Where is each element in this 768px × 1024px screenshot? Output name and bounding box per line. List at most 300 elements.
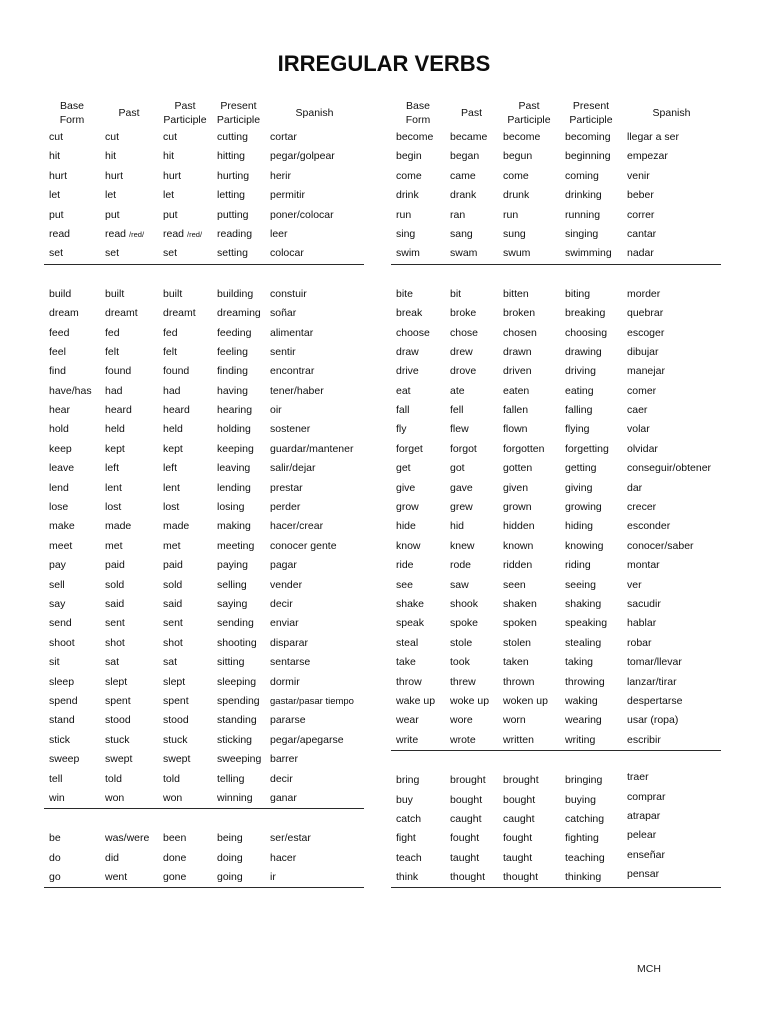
verb-row	[44, 498, 364, 517]
base-form-text: draw	[396, 345, 419, 358]
past-cell	[100, 673, 158, 692]
present-participle-cell	[212, 711, 265, 730]
base-form-cell	[391, 128, 445, 147]
verb-row	[391, 167, 721, 186]
base-form-cell	[44, 382, 100, 401]
past-participle-cell	[158, 692, 212, 711]
present-participle-cell	[212, 362, 265, 381]
past-cell	[100, 459, 158, 478]
past-participle-cell	[498, 517, 560, 536]
past-cell	[445, 711, 498, 730]
past-participle-text: sold	[163, 578, 183, 591]
verb-row	[391, 147, 721, 166]
spanish-cell	[265, 750, 364, 769]
past-participle-text: found	[163, 365, 190, 378]
base-form-cell	[391, 731, 445, 750]
verb-group	[391, 285, 721, 751]
past-text: made	[105, 520, 132, 533]
present-participle-cell	[212, 498, 265, 517]
column-header-past-participle	[498, 97, 560, 128]
past-text: woke up	[450, 694, 490, 707]
past-participle-text: taken	[503, 656, 529, 669]
base-form-text: bite	[396, 287, 413, 300]
past-participle-cell	[498, 829, 560, 848]
past-text: swept	[105, 753, 133, 766]
spanish-text: crecer	[627, 501, 657, 514]
past-text: sang	[450, 227, 473, 240]
present-participle-cell	[560, 829, 622, 848]
present-participle-text: thinking	[565, 871, 602, 884]
present-participle-text: taking	[565, 656, 594, 669]
base-form-cell	[391, 634, 445, 653]
past-text: dreamt	[105, 307, 138, 320]
base-form-cell	[44, 285, 100, 304]
base-form-cell	[391, 362, 445, 381]
past-participle-text: hit	[163, 150, 175, 163]
past-text: saw	[450, 578, 469, 591]
spanish-text: pelear	[627, 829, 657, 842]
spanish-text: hablar	[627, 617, 657, 630]
past-participle-cell	[498, 459, 560, 478]
spanish-cell	[622, 304, 721, 323]
spanish-text: decir	[270, 772, 293, 785]
verb-row	[44, 479, 364, 498]
verb-row	[391, 285, 721, 304]
base-form-cell	[44, 147, 100, 166]
spanish-cell	[265, 459, 364, 478]
verb-group	[391, 771, 721, 888]
past-participle-cell	[498, 810, 560, 829]
past-cell	[100, 614, 158, 633]
past-text: stole	[450, 636, 473, 649]
past-cell	[100, 382, 158, 401]
table-header-row	[44, 97, 364, 128]
present-participle-text: stealing	[565, 636, 602, 649]
base-form-text: ride	[396, 559, 414, 572]
column-header-spanish	[622, 97, 721, 128]
past-participle-text: driven	[503, 365, 532, 378]
present-participle-cell	[560, 576, 622, 595]
present-participle-cell	[212, 479, 265, 498]
present-participle-cell	[560, 167, 622, 186]
column-header-line: Participle	[569, 113, 613, 126]
past-participle-text: lent	[163, 481, 180, 494]
base-form-text: sweep	[49, 753, 80, 766]
past-text: won	[105, 791, 125, 804]
past-participle-cell	[498, 324, 560, 343]
base-form-text: break	[396, 307, 423, 320]
base-form-cell	[44, 128, 100, 147]
verb-row	[44, 576, 364, 595]
column-header-base-form	[391, 97, 445, 128]
past-participle-cell	[158, 225, 212, 244]
present-participle-cell	[560, 653, 622, 672]
spanish-text: constuir	[270, 287, 307, 300]
past-cell	[445, 556, 498, 575]
past-cell	[445, 829, 498, 848]
spanish-cell	[622, 537, 721, 556]
spanish-cell	[622, 498, 721, 517]
present-participle-text: throwing	[565, 675, 605, 688]
spanish-cell	[265, 614, 364, 633]
column-header-base-form	[44, 97, 100, 128]
past-cell	[445, 128, 498, 147]
verb-row	[44, 750, 364, 769]
present-participle-text: winning	[217, 791, 253, 804]
present-participle-text: keeping	[217, 442, 254, 455]
present-participle-cell	[560, 556, 622, 575]
past-text: wore	[450, 714, 473, 727]
verb-row	[391, 498, 721, 517]
verb-row	[391, 186, 721, 205]
spanish-text: correr	[627, 208, 655, 221]
verb-row	[44, 186, 364, 205]
past-cell	[100, 789, 158, 808]
past-participle-cell	[498, 304, 560, 323]
page-title: IRREGULAR VERBS	[277, 51, 491, 76]
past-participle-cell	[498, 791, 560, 810]
base-form-text: wake up	[396, 694, 436, 707]
past-participle-cell	[158, 517, 212, 536]
spanish-text: disparar	[270, 636, 308, 649]
past-participle-cell	[498, 537, 560, 556]
past-cell	[100, 868, 158, 887]
present-participle-text: sweeping	[217, 753, 262, 766]
base-form-cell	[391, 225, 445, 244]
base-form-text: cut	[49, 131, 64, 143]
present-participle-cell	[212, 186, 265, 205]
past-participle-text: spent	[163, 694, 189, 707]
base-form-cell	[44, 343, 100, 362]
spanish-text: hacer/crear	[270, 520, 324, 533]
spanish-text: soñar	[270, 307, 297, 320]
past-cell	[100, 731, 158, 750]
column-header-present-participle	[560, 97, 622, 128]
verb-row	[44, 362, 364, 381]
past-text: threw	[450, 675, 476, 688]
present-participle-text: drinking	[565, 189, 602, 202]
spanish-cell	[265, 128, 364, 147]
past-text: came	[450, 169, 476, 182]
base-form-text: steal	[396, 636, 419, 649]
past-participle-text: drawn	[503, 345, 532, 358]
present-participle-cell	[560, 673, 622, 692]
past-text: set	[105, 247, 120, 260]
base-form-text: sleep	[49, 675, 75, 688]
past-participle-text: had	[163, 384, 181, 397]
spanish-cell	[265, 244, 364, 263]
spanish-cell	[265, 206, 364, 225]
verb-group	[44, 128, 364, 265]
past-participle-text: bought	[503, 793, 536, 806]
base-form-cell	[44, 459, 100, 478]
present-participle-text: feeding	[217, 326, 252, 339]
spanish-cell	[265, 362, 364, 381]
present-participle-text: choosing	[565, 326, 608, 339]
present-participle-text: setting	[217, 247, 248, 260]
past-participle-text: become	[503, 131, 541, 143]
present-participle-cell	[560, 459, 622, 478]
past-participle-cell	[158, 479, 212, 498]
past-text: chose	[450, 326, 479, 339]
past-cell	[445, 595, 498, 614]
column-header-line: Base	[60, 99, 84, 112]
column-header-line: Form	[59, 113, 85, 126]
verb-row	[391, 362, 721, 381]
spanish-cell	[622, 362, 721, 381]
base-form-text: wear	[396, 714, 419, 727]
verb-row	[391, 479, 721, 498]
past-participle-text: kept	[163, 442, 183, 455]
past-participle-text: cut	[163, 131, 178, 143]
present-participle-cell	[560, 868, 622, 887]
past-participle-text: come	[503, 169, 529, 182]
base-form-cell	[391, 206, 445, 225]
spanish-cell	[622, 147, 721, 166]
base-form-text: bring	[396, 774, 420, 787]
verb-row	[391, 304, 721, 323]
column-header-past	[100, 97, 158, 128]
past-participle-cell	[498, 614, 560, 633]
past-participle-cell	[498, 206, 560, 225]
present-participle-cell	[212, 459, 265, 478]
present-participle-text: knowing	[565, 539, 604, 552]
past-text: built	[105, 287, 125, 300]
spanish-text: pensar	[627, 868, 660, 881]
past-participle-cell	[498, 186, 560, 205]
base-form-text: set	[49, 247, 64, 260]
past-participle-cell	[158, 244, 212, 263]
base-form-cell	[391, 167, 445, 186]
past-text: forgot	[450, 442, 477, 455]
present-participle-cell	[212, 789, 265, 808]
past-participle-text: taught	[503, 851, 533, 864]
verb-row	[391, 653, 721, 672]
base-form-text: stand	[49, 714, 75, 727]
verb-row	[391, 459, 721, 478]
spanish-cell	[265, 634, 364, 653]
past-participle-text: shaken	[503, 597, 537, 610]
base-form-text: grow	[396, 501, 419, 514]
base-form-text: throw	[396, 675, 422, 688]
base-form-cell	[44, 420, 100, 439]
present-participle-text: coming	[565, 169, 599, 182]
table-header-row	[391, 97, 721, 128]
verb-row	[391, 225, 721, 244]
past-text: drew	[450, 345, 473, 358]
past-text: brought	[450, 774, 486, 787]
base-form-text: sing	[396, 227, 416, 240]
present-participle-text: paying	[217, 559, 248, 572]
past-cell	[445, 440, 498, 459]
past-participle-text: swept	[163, 753, 191, 766]
present-participle-text: finding	[217, 365, 248, 378]
base-form-cell	[391, 829, 445, 848]
column-header-line: Participle	[216, 113, 261, 126]
present-participle-text: writing	[565, 733, 596, 746]
present-participle-text: eating	[565, 384, 594, 397]
spanish-cell	[622, 692, 721, 711]
past-participle-text: made	[163, 520, 190, 533]
past-cell	[445, 771, 498, 790]
past-participle-cell	[498, 343, 560, 362]
base-form-cell	[391, 673, 445, 692]
spanish-text: ganar	[270, 791, 297, 804]
spanish-cell	[265, 673, 364, 692]
past-participle-cell	[158, 498, 212, 517]
past-participle-text: fallen	[503, 404, 529, 417]
present-participle-cell	[560, 285, 622, 304]
base-form-cell	[44, 225, 100, 244]
present-participle-text: losing	[217, 501, 245, 514]
past-text: went	[105, 871, 128, 884]
past-participle-cell	[158, 382, 212, 401]
present-participle-text: hearing	[217, 404, 253, 417]
verb-row	[391, 244, 721, 263]
base-form-text: swim	[396, 247, 420, 260]
verb-row	[44, 829, 364, 848]
past-cell	[445, 401, 498, 420]
present-participle-cell	[560, 711, 622, 730]
spanish-cell	[265, 731, 364, 750]
verb-row	[44, 324, 364, 343]
present-participle-text: getting	[565, 462, 597, 475]
column-header-past-participle	[158, 97, 212, 128]
past-cell	[445, 810, 498, 829]
past-participle-text: left	[163, 462, 178, 475]
spanish-cell	[622, 826, 721, 845]
past-participle-cell	[498, 634, 560, 653]
spanish-text: ver	[627, 578, 642, 591]
spanish-cell	[622, 807, 721, 826]
base-form-text: dream	[49, 307, 79, 320]
past-cell	[445, 304, 498, 323]
spanish-text: atrapar	[627, 809, 661, 822]
present-participle-text: leaving	[217, 462, 251, 475]
present-participle-text: being	[217, 832, 243, 845]
past-participle-text: held	[163, 423, 183, 436]
base-form-text: do	[49, 851, 61, 864]
past-participle-cell	[498, 711, 560, 730]
base-form-cell	[44, 440, 100, 459]
spanish-cell	[622, 459, 721, 478]
present-participle-cell	[212, 206, 265, 225]
base-form-text: know	[396, 539, 421, 552]
spanish-text: morder	[627, 287, 661, 300]
base-form-cell	[391, 285, 445, 304]
spanish-text: sacudir	[627, 597, 661, 610]
past-participle-cell	[158, 147, 212, 166]
base-form-cell	[44, 770, 100, 789]
present-participle-cell	[212, 634, 265, 653]
spanish-text: gastar/pasar tiempo	[270, 695, 354, 707]
past-cell	[100, 186, 158, 205]
base-form-text: sit	[49, 656, 60, 669]
verb-row	[44, 614, 364, 633]
spanish-text: beber	[627, 189, 654, 202]
past-text: drank	[450, 189, 477, 202]
past-participle-text: lost	[163, 501, 180, 514]
present-participle-cell	[212, 595, 265, 614]
column-header-present-participle	[212, 97, 265, 128]
spanish-cell	[265, 440, 364, 459]
base-form-cell	[391, 692, 445, 711]
present-participle-text: breaking	[565, 307, 606, 320]
past-cell	[445, 614, 498, 633]
base-form-cell	[391, 614, 445, 633]
past-participle-text: chosen	[503, 326, 537, 339]
base-form-text: speak	[396, 617, 425, 630]
past-text: drove	[450, 365, 477, 378]
spanish-text: pagar	[270, 559, 297, 572]
past-cell	[445, 576, 498, 595]
past-participle-text: broken	[503, 307, 536, 320]
present-participle-cell	[212, 167, 265, 186]
past-text: hid	[450, 520, 465, 533]
verb-row	[44, 517, 364, 536]
spanish-text: barrer	[270, 753, 299, 766]
past-participle-cell	[158, 673, 212, 692]
base-form-text: choose	[396, 326, 430, 339]
base-form-text: win	[49, 791, 65, 804]
spanish-cell	[265, 186, 364, 205]
base-form-cell	[391, 324, 445, 343]
base-form-text: see	[396, 578, 413, 591]
spanish-text: ser/estar	[270, 832, 311, 845]
base-form-text: lend	[49, 481, 69, 494]
spanish-cell	[622, 556, 721, 575]
past-participle-text: caught	[503, 812, 535, 825]
present-participle-cell	[212, 770, 265, 789]
past-participle-text: grown	[503, 501, 532, 514]
past-cell	[100, 167, 158, 186]
past-text: ran	[450, 208, 466, 221]
verb-row	[391, 128, 721, 147]
past-cell	[100, 206, 158, 225]
base-form-cell	[44, 711, 100, 730]
past-cell	[445, 634, 498, 653]
present-participle-text: hitting	[217, 150, 246, 163]
present-participle-text: making	[217, 520, 251, 533]
base-form-text: become	[396, 131, 434, 143]
base-form-text: get	[396, 462, 411, 475]
column-header-line: Past	[460, 106, 482, 119]
column-header-past	[445, 97, 498, 128]
base-form-cell	[44, 849, 100, 868]
past-participle-text: stood	[163, 714, 189, 727]
past-participle-text: given	[503, 481, 529, 494]
column-header-line: Participle	[163, 113, 207, 126]
present-participle-text: becoming	[565, 131, 611, 143]
verb-row	[44, 731, 364, 750]
past-text: stood	[105, 714, 131, 727]
spanish-cell	[622, 206, 721, 225]
past-participle-text: built	[163, 287, 183, 300]
verb-row	[44, 401, 364, 420]
present-participle-cell	[560, 634, 622, 653]
spanish-text: poner/colocar	[270, 208, 334, 221]
past-text: wrote	[450, 733, 476, 746]
present-participle-cell	[560, 771, 622, 790]
author-initials: MCH	[637, 963, 661, 975]
past-participle-cell	[498, 653, 560, 672]
past-cell	[100, 750, 158, 769]
present-participle-text: feeling	[217, 345, 248, 358]
base-form-text: drink	[396, 189, 419, 202]
past-cell	[445, 206, 498, 225]
base-form-text: let	[49, 189, 61, 202]
past-participle-text: met	[163, 539, 181, 552]
